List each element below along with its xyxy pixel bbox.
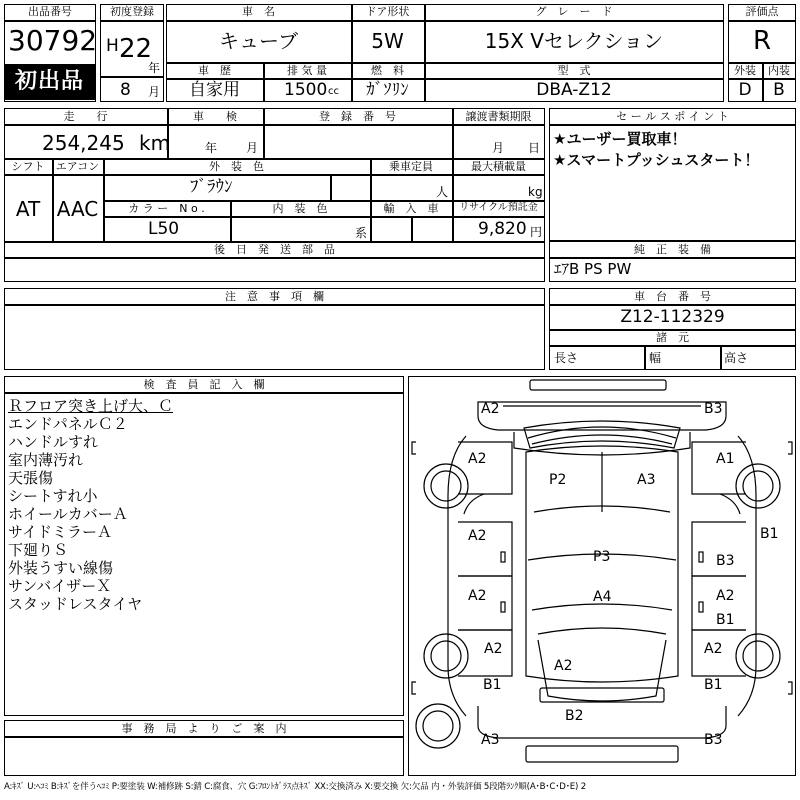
note-line: 下廻りＳ — [8, 541, 69, 559]
equipment: ｴｱB PS PW — [554, 260, 632, 278]
note-line: 室内薄汚れ — [8, 451, 84, 469]
equipment-label: 純 正 装 備 — [634, 243, 711, 256]
inspection-month-unit: 月 — [246, 141, 259, 155]
width-label: 幅 — [649, 351, 662, 365]
score-label: 評価点 — [745, 5, 779, 18]
plate-label: 登 録 番 号 — [319, 110, 396, 123]
chassis-number: Z12-112329 — [620, 307, 725, 327]
era: H — [106, 36, 119, 56]
mark-a3-hood: A3 — [637, 472, 656, 488]
exterior-grade: D — [738, 80, 752, 100]
max-load-unit: kg — [528, 185, 543, 199]
mileage-label: 走 行 — [63, 110, 108, 123]
mark-a4: A4 — [593, 589, 612, 605]
grade-label: グ レ ー ド — [535, 5, 613, 18]
first-listing-badge: 初出品 — [4, 64, 95, 100]
sales-point-box — [549, 108, 796, 241]
mark-quarter-right: A2 — [704, 641, 723, 657]
color-no: L50 — [148, 219, 180, 239]
history-label: 車 歴 — [198, 64, 231, 77]
grade: 15X Vセレクション — [484, 29, 664, 53]
mark-rear-door-left: A2 — [468, 588, 487, 604]
mark-back-panel: B2 — [565, 708, 584, 724]
mark-rear-right: B1 — [704, 677, 723, 693]
mark-rear-left: B1 — [483, 677, 502, 693]
reg-year: 22 — [119, 34, 153, 64]
chassis-label: 車 台 番 号 — [634, 290, 711, 303]
aircon: AAC — [56, 197, 99, 221]
interior-label: 内装 — [768, 64, 790, 77]
note-line: スタッドレスタイヤ — [8, 595, 143, 613]
mark-front-left: A2 — [481, 401, 500, 417]
note-line: サンバイザーＸ — [8, 577, 112, 595]
car-name: キューブ — [219, 29, 298, 53]
capacity-unit: 人 — [436, 185, 449, 199]
mark-fender-left: A2 — [468, 451, 487, 467]
length-label: 長さ — [554, 351, 579, 365]
score: R — [752, 26, 772, 56]
caution-label: 注 意 事 項 欄 — [225, 290, 324, 303]
shift-label: シフト — [11, 160, 45, 173]
mark-pillar-right: B1 — [760, 526, 779, 542]
mark-fender-right: A1 — [716, 451, 735, 467]
sales-point-2: ★スマートプッシュスタート！ — [553, 151, 760, 169]
inspector-label: 検 査 員 記 入 欄 — [143, 378, 265, 391]
recycle-unit: 円 — [530, 225, 543, 239]
interior-color-unit: 系 — [355, 226, 368, 240]
transfer-day-unit: 日 — [528, 141, 541, 155]
lot-label: 出品番号 — [28, 5, 72, 18]
mark-rear-center: A2 — [554, 658, 573, 674]
name-label: 車 名 — [242, 5, 275, 18]
note-line: シートすれ小 — [8, 487, 98, 505]
fuel: ｶﾞｿﾘﾝ — [366, 80, 409, 100]
recycle-label: リサイクル預託金 — [459, 202, 538, 213]
registration-label: 初度登録 — [110, 5, 154, 18]
displacement-unit: cc — [328, 86, 339, 97]
transfer-deadline-label: 譲渡書類期限 — [465, 110, 532, 123]
reg-month: 8 — [120, 80, 131, 100]
mark-rear-door-right: A2 — [716, 588, 735, 604]
mileage: 254,245 — [42, 131, 125, 155]
max-load-label: 最大積載量 — [471, 160, 526, 173]
transfer-month-unit: 月 — [492, 141, 505, 155]
fuel-label: 燃 料 — [371, 64, 404, 77]
later-parts-label: 後 日 発 送 部 品 — [214, 243, 335, 256]
mark-front-door-right: B3 — [716, 553, 735, 569]
mark-roof: P3 — [593, 549, 611, 565]
model-label: 型 式 — [557, 64, 591, 77]
history: 自家用 — [189, 80, 240, 100]
height-label: 高さ — [724, 351, 749, 365]
note-line: ハンドルすれ — [8, 433, 99, 451]
mark-front-right: B3 — [704, 401, 723, 417]
dims-label: 諸 元 — [656, 331, 689, 344]
interior-grade: B — [773, 80, 785, 100]
month-unit: 月 — [148, 85, 161, 99]
capacity-label: 乗車定員 — [389, 160, 433, 173]
mark-p2: P2 — [549, 472, 567, 488]
note-line: 外装うすい線傷 — [8, 559, 114, 577]
car-diagram — [408, 376, 796, 776]
recycle-fee: 9,820 — [478, 219, 527, 239]
door-label: ドア形状 — [365, 5, 410, 18]
displacement: 1500 — [284, 80, 328, 100]
exterior-label: 外装 — [734, 64, 756, 77]
import-label: 輸 入 車 — [383, 202, 439, 215]
office-label: 事 務 局 よ り ご 案 内 — [121, 722, 287, 735]
mark-rear-door-right-b: B1 — [716, 612, 735, 628]
mark-rear-bumper-left: A3 — [481, 732, 500, 748]
door-type: 5W — [371, 29, 404, 53]
exterior-color: ﾌﾞﾗｳﾝ — [190, 177, 233, 197]
mark-quarter-left: A2 — [484, 641, 503, 657]
lot-number: 30792 — [8, 24, 98, 57]
sales-point-1: ★ユーザー買取車！ — [553, 130, 687, 148]
inspection-year-unit: 年 — [205, 141, 218, 155]
model-code: DBA-Z12 — [536, 80, 612, 100]
note-line: Ｒフロア突き上げ大、Ｃ — [8, 397, 174, 415]
inspection-label: 車 検 — [193, 110, 237, 123]
inspector-notes — [8, 397, 173, 613]
mark-front-door-left: A2 — [468, 528, 487, 544]
interior-color-label: 内 装 色 — [272, 202, 328, 215]
year-unit: 年 — [148, 61, 161, 75]
mark-rear-bumper-right: B3 — [704, 732, 723, 748]
aircon-label: エアコン — [55, 160, 100, 173]
note-line: 天張傷 — [8, 469, 54, 487]
note-line: サイドミラーＡ — [8, 523, 112, 541]
displacement-label: 排 気 量 — [287, 64, 327, 77]
shift: AT — [15, 197, 41, 221]
mileage-unit: km — [139, 131, 171, 155]
color-label: 外 装 色 — [209, 160, 264, 173]
sales-point-label: セ ー ル ス ポ イ ン ト — [616, 110, 729, 123]
color-no-label: カ ラ ー N o . — [128, 202, 205, 215]
legend: A:ｷｽﾞ U:ﾍｺﾐ B:ｷｽﾞを伴うﾍｺﾐ P:要塗装 W:補修跡 S:錆 C:腐食、穴 G:ﾌﾛﾝﾄｶﾞﾗｽ点ｷｽﾞ XX:交換済み X:要交換 欠:欠品 内・外装評価 5段階ﾗﾝｸ順(A･B･C･D･E) 2 — [4, 782, 586, 792]
note-line: ホイールカバーＡ — [8, 505, 128, 523]
note-line: エンドパネルＣ２ — [8, 415, 128, 433]
